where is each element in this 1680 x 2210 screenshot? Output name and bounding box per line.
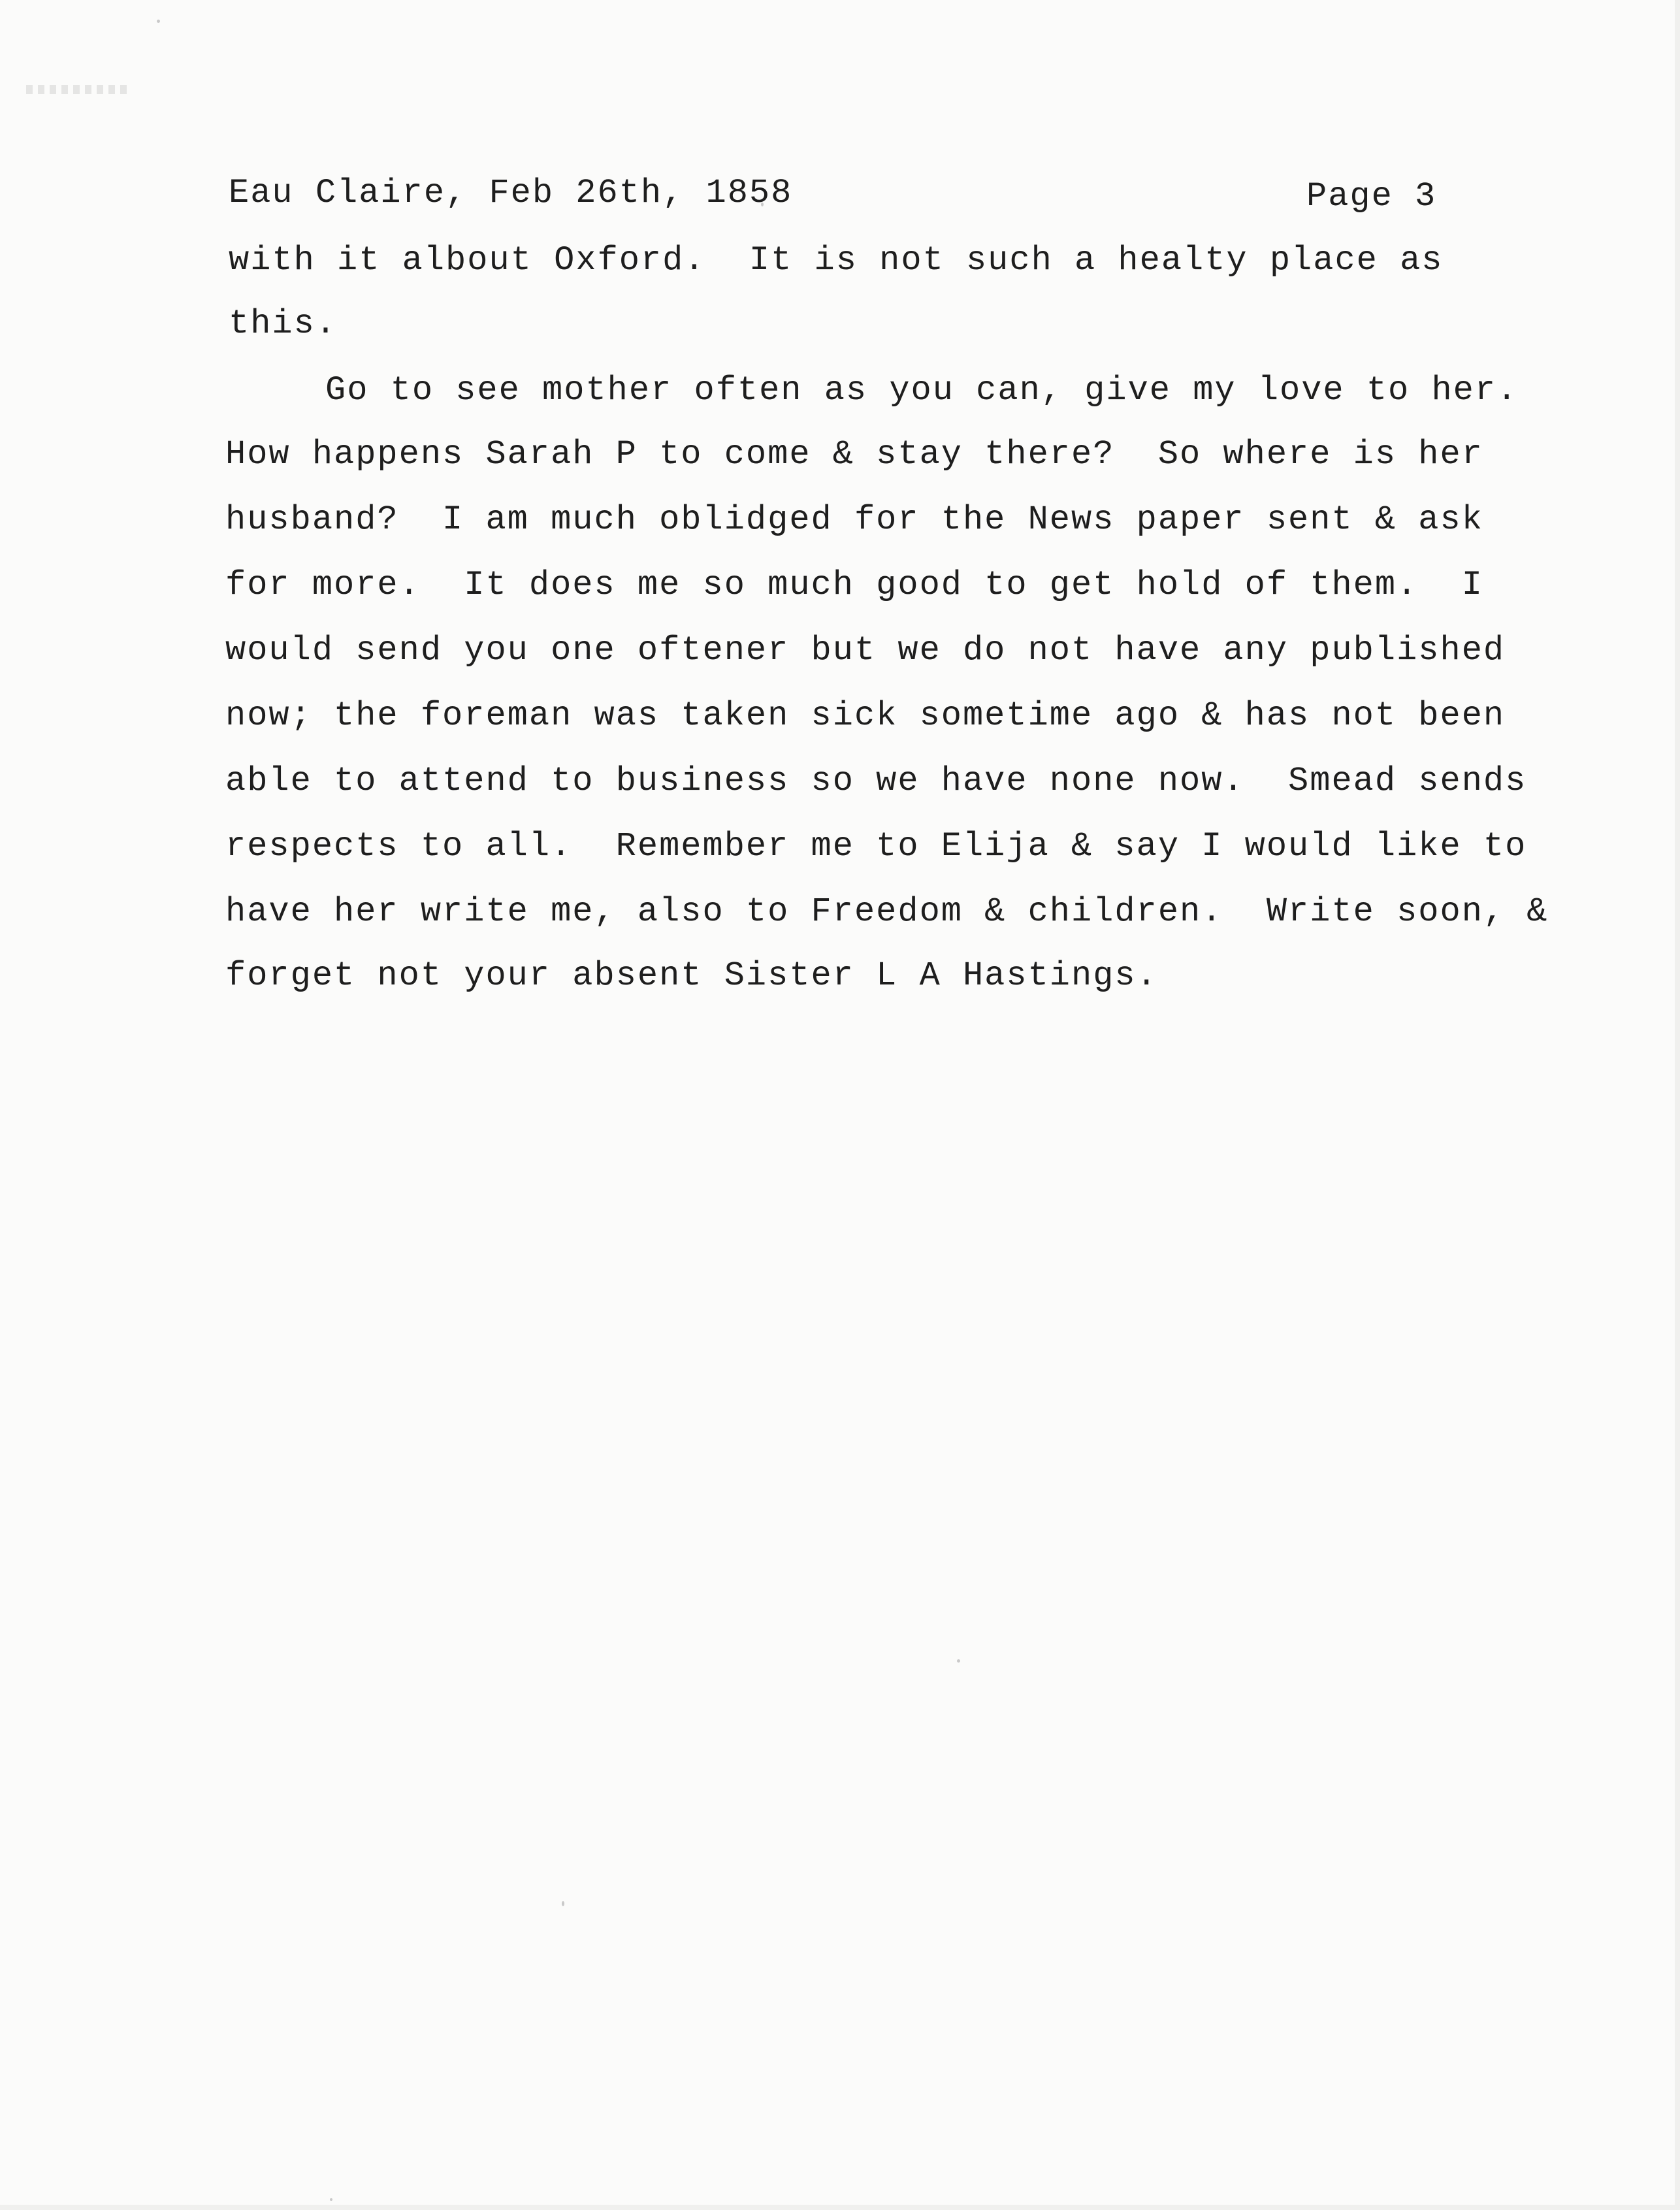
paper-speck: [157, 20, 160, 23]
letter-line: How happens Sarah P to come & stay there? So where is her: [225, 435, 1483, 474]
letter-line: have her write me, also to Freedom & children. Write soon, &: [225, 892, 1549, 931]
paper-speck: [330, 2198, 332, 2201]
letter-line: able to attend to business so we have none now. Smead sends: [225, 762, 1527, 800]
letter-line: would send you one oftener but we do not have any published: [225, 631, 1506, 670]
letter-line: Go to see mother often as you can, give my love to her.: [325, 371, 1519, 410]
letter-line: husband? I am much oblidged for the News paper sent & ask: [225, 500, 1483, 539]
letter-closing-line: forget not your absent Sister L A Hastings.: [225, 956, 1158, 995]
letter-line: this.: [229, 304, 338, 343]
letter-line: respects to all. Remember me to Elija & say I would like to: [225, 827, 1527, 866]
letter-line: with it albout Oxford. It is not such a healty place as: [229, 241, 1444, 280]
page-smudge: [26, 85, 131, 94]
paper-speck: [957, 1659, 960, 1663]
page-number: Page 3: [1306, 177, 1437, 216]
letter-dateline: Eau Claire, Feb 26th, 1858: [229, 174, 793, 212]
paper-speck: [562, 1901, 564, 1906]
letter-line: for more. It does me so much good to get hold of them. I: [225, 566, 1483, 604]
letter-line: now; the foreman was taken sick sometime ago & has not been: [225, 696, 1506, 735]
